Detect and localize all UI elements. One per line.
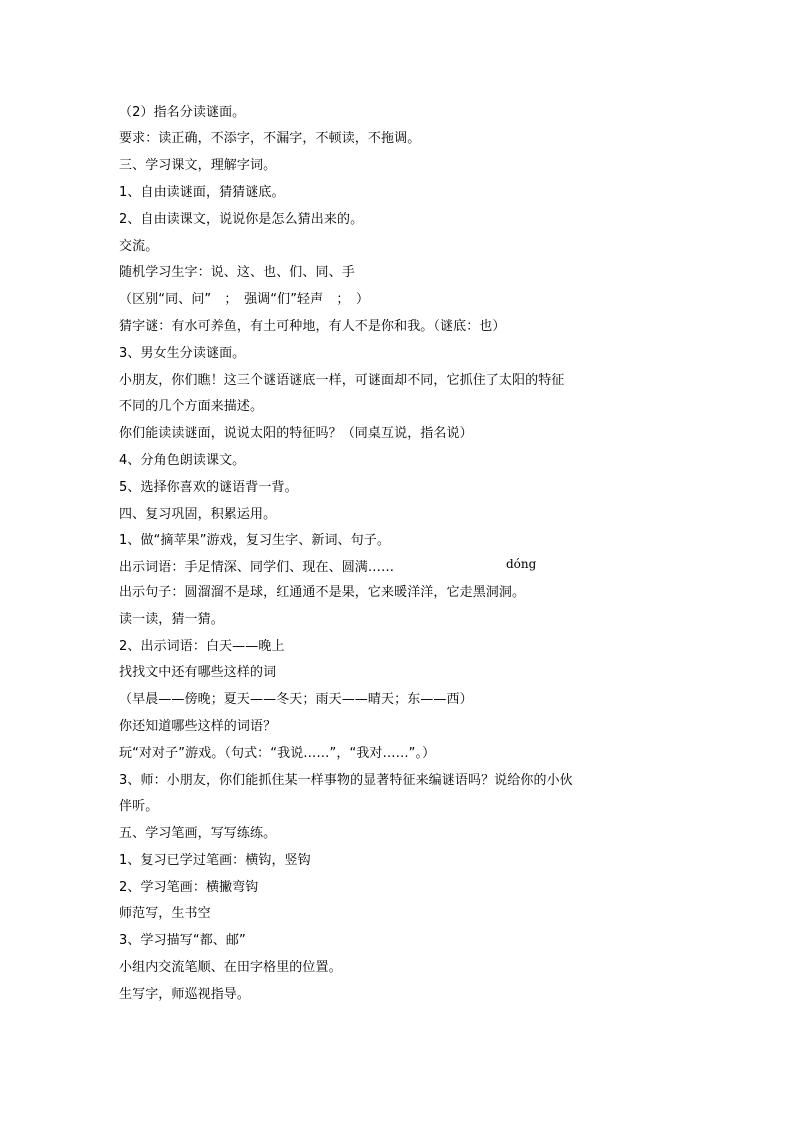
text-line: 出示词语：手足情深、同学们、现在、圆满…… bbox=[119, 560, 395, 575]
text-line: 1、自由读谜面，猜猜谜底。 bbox=[119, 185, 285, 200]
pinyin-annotation: dóng bbox=[506, 557, 537, 571]
text-line: 读一读，猜一猜。 bbox=[119, 612, 224, 627]
text-line: 玩“对对子”游戏。（句式：“我说……”，“我对……”。） bbox=[119, 746, 436, 761]
text-line: 小朋友，你们瞧！这三个谜语谜底一样，可谜面却不同，它抓住了太阳的特征 bbox=[119, 373, 565, 388]
text-line: 2、自由读课文，说说你是怎么猜出来的。 bbox=[119, 212, 364, 227]
section-heading: 四、复习巩固，积累运用。 bbox=[119, 507, 277, 522]
text-line: 2、学习笔画：横撇弯钩 bbox=[119, 880, 259, 895]
section-heading: 五、学习笔画，写写练练。 bbox=[119, 826, 277, 841]
text-line: 2、出示词语：白天——晚上 bbox=[119, 639, 285, 654]
text-line: 4、分角色朗读课文。 bbox=[119, 453, 246, 468]
text-line: 交流。 bbox=[119, 239, 159, 254]
text-line: 3、学习描写“都、邮” bbox=[119, 933, 246, 948]
text-line: 出示句子：圆溜溜不是球，红通通不是果，它来暖洋洋，它走黑洞洞。 bbox=[119, 585, 526, 600]
section-heading: 三、学习课文，理解字词。 bbox=[119, 158, 277, 173]
text-line: 1、做“摘苹果”游戏，复习生字、新词、句子。 bbox=[119, 533, 390, 548]
text-line: （早晨——傍晚；夏天——冬天；雨天——晴天；东——西） bbox=[119, 692, 473, 707]
text-line: 猜字谜：有水可养鱼，有土可种地，有人不是你和我。（谜底：也） bbox=[119, 319, 506, 334]
text-line: 师范写，生书空 bbox=[119, 906, 211, 921]
text-line: 3、男女生分读谜面。 bbox=[119, 346, 246, 361]
text-line: 伴听。 bbox=[119, 799, 159, 814]
text-line: 生写字，师巡视指导。 bbox=[119, 987, 251, 1002]
text-line: 小组内交流笔顺、在田字格里的位置。 bbox=[119, 960, 342, 975]
text-line: 你们能读读谜面，说说太阳的特征吗？（同桌互说，指名说） bbox=[119, 426, 473, 441]
text-line: 随机学习生字：说、这、也、们、同、手 bbox=[119, 265, 355, 280]
text-line: 要求：读正确，不添字，不漏字，不顿读，不拖调。 bbox=[119, 131, 421, 146]
text-line: 5、选择你喜欢的谜语背一背。 bbox=[119, 480, 298, 495]
text-line: 不同的几个方面来描述。 bbox=[119, 399, 264, 414]
text-line: 找找文中还有哪些这样的词 bbox=[119, 665, 277, 680]
text-line: （2）指名分读谜面。 bbox=[119, 105, 246, 120]
text-line: （区别“同、问” ； 强调“们”轻声 ； ） bbox=[119, 292, 370, 307]
text-line: 1、复习已学过笔画：横钩，竖钩 bbox=[119, 853, 311, 868]
text-line: 你还知道哪些这样的词语？ bbox=[119, 719, 277, 734]
text-line: 3、师：小朋友，你们能抓住某一样事物的显著特征来编谜语吗？说给你的小伙 bbox=[119, 773, 573, 788]
